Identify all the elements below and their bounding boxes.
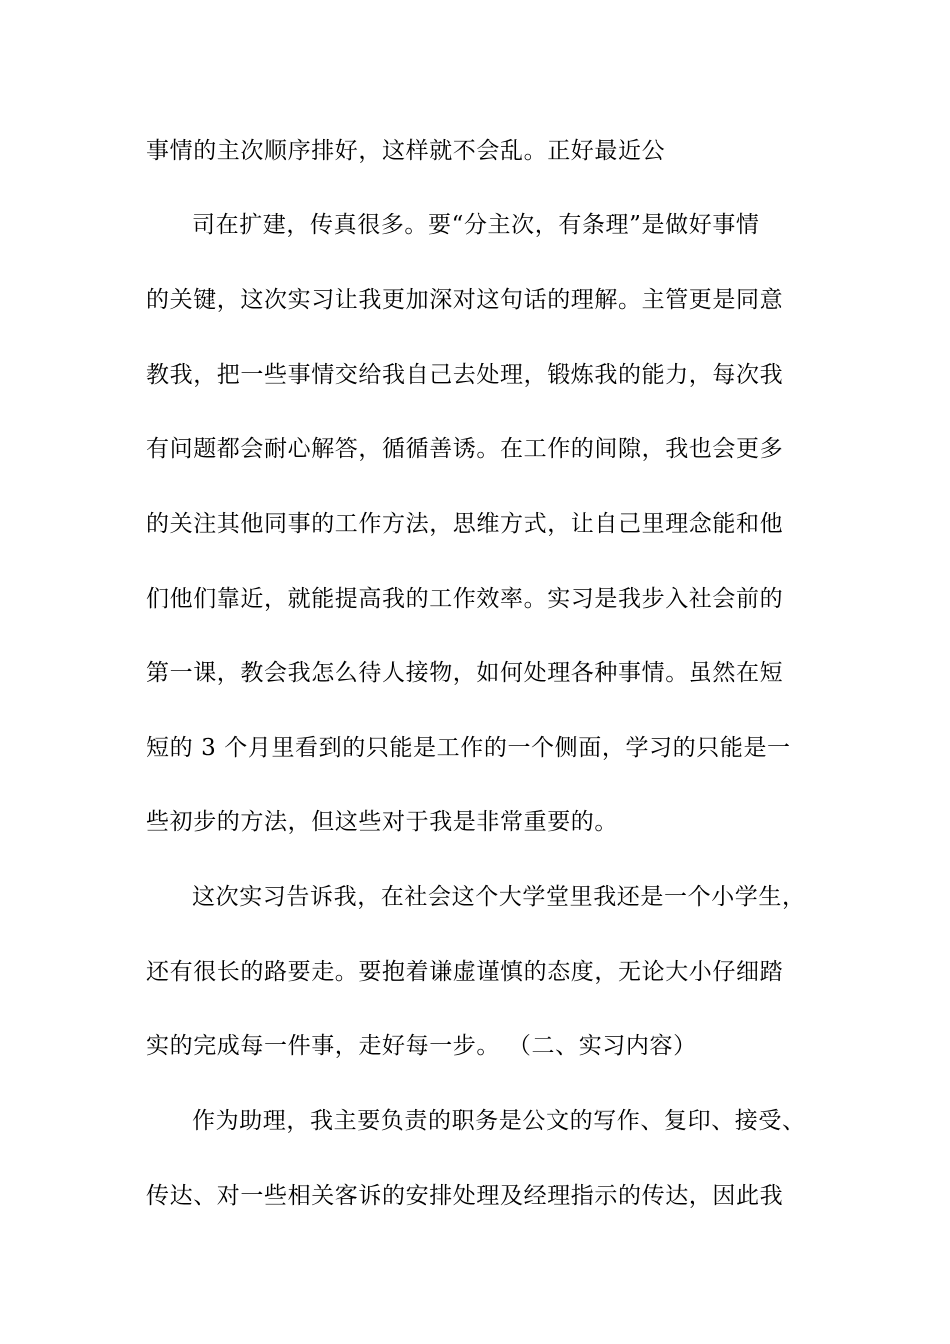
text-line: 实的完成每一件事，走好每一步。 （二、实习内容） [146, 1033, 697, 1059]
text-line: 事情的主次顺序排好，这样就不会乱。正好最近公 [146, 138, 666, 164]
text-line: 的关注其他同事的工作方法，思维方式，让自己里理念能和他 [146, 511, 784, 537]
text-line: 教我，把一些事情交给我自己去处理，锻炼我的能力，每次我 [146, 362, 784, 388]
text-line: 有问题都会耐心解答，循循善诱。在工作的间隙，我也会更多 [146, 436, 784, 462]
paragraph-first-line: 作为助理，我主要负责的职务是公文的写作、复印、接受、 [192, 1108, 806, 1134]
paragraph-first-line: 司在扩建，传真很多。要“分主次，有条理”是做好事情 [192, 212, 760, 238]
text-line: 的关键，这次实习让我更加深对这句话的理解。主管更是同意 [146, 287, 784, 313]
text-line: 第一课，教会我怎么待人接物，如何处理各种事情。虽然在短 [146, 660, 784, 686]
text-line: 些初步的方法，但这些对于我是非常重要的。 [146, 809, 618, 835]
text-line: 还有很长的路要走。要抱着谦虚谨慎的态度，无论大小仔细踏 [146, 959, 784, 985]
paragraph-first-line: 这次实习告诉我，在社会这个大学堂里我还是一个小学生， [192, 884, 806, 910]
text-line: 们他们靠近，就能提高我的工作效率。实习是我步入社会前的 [146, 586, 784, 612]
text-line: 短的 3 个月里看到的只能是工作的一个侧面，学习的只能是一 [146, 735, 791, 761]
text-line: 传达、对一些相关客诉的安排处理及经理指示的传达，因此我 [146, 1183, 784, 1209]
